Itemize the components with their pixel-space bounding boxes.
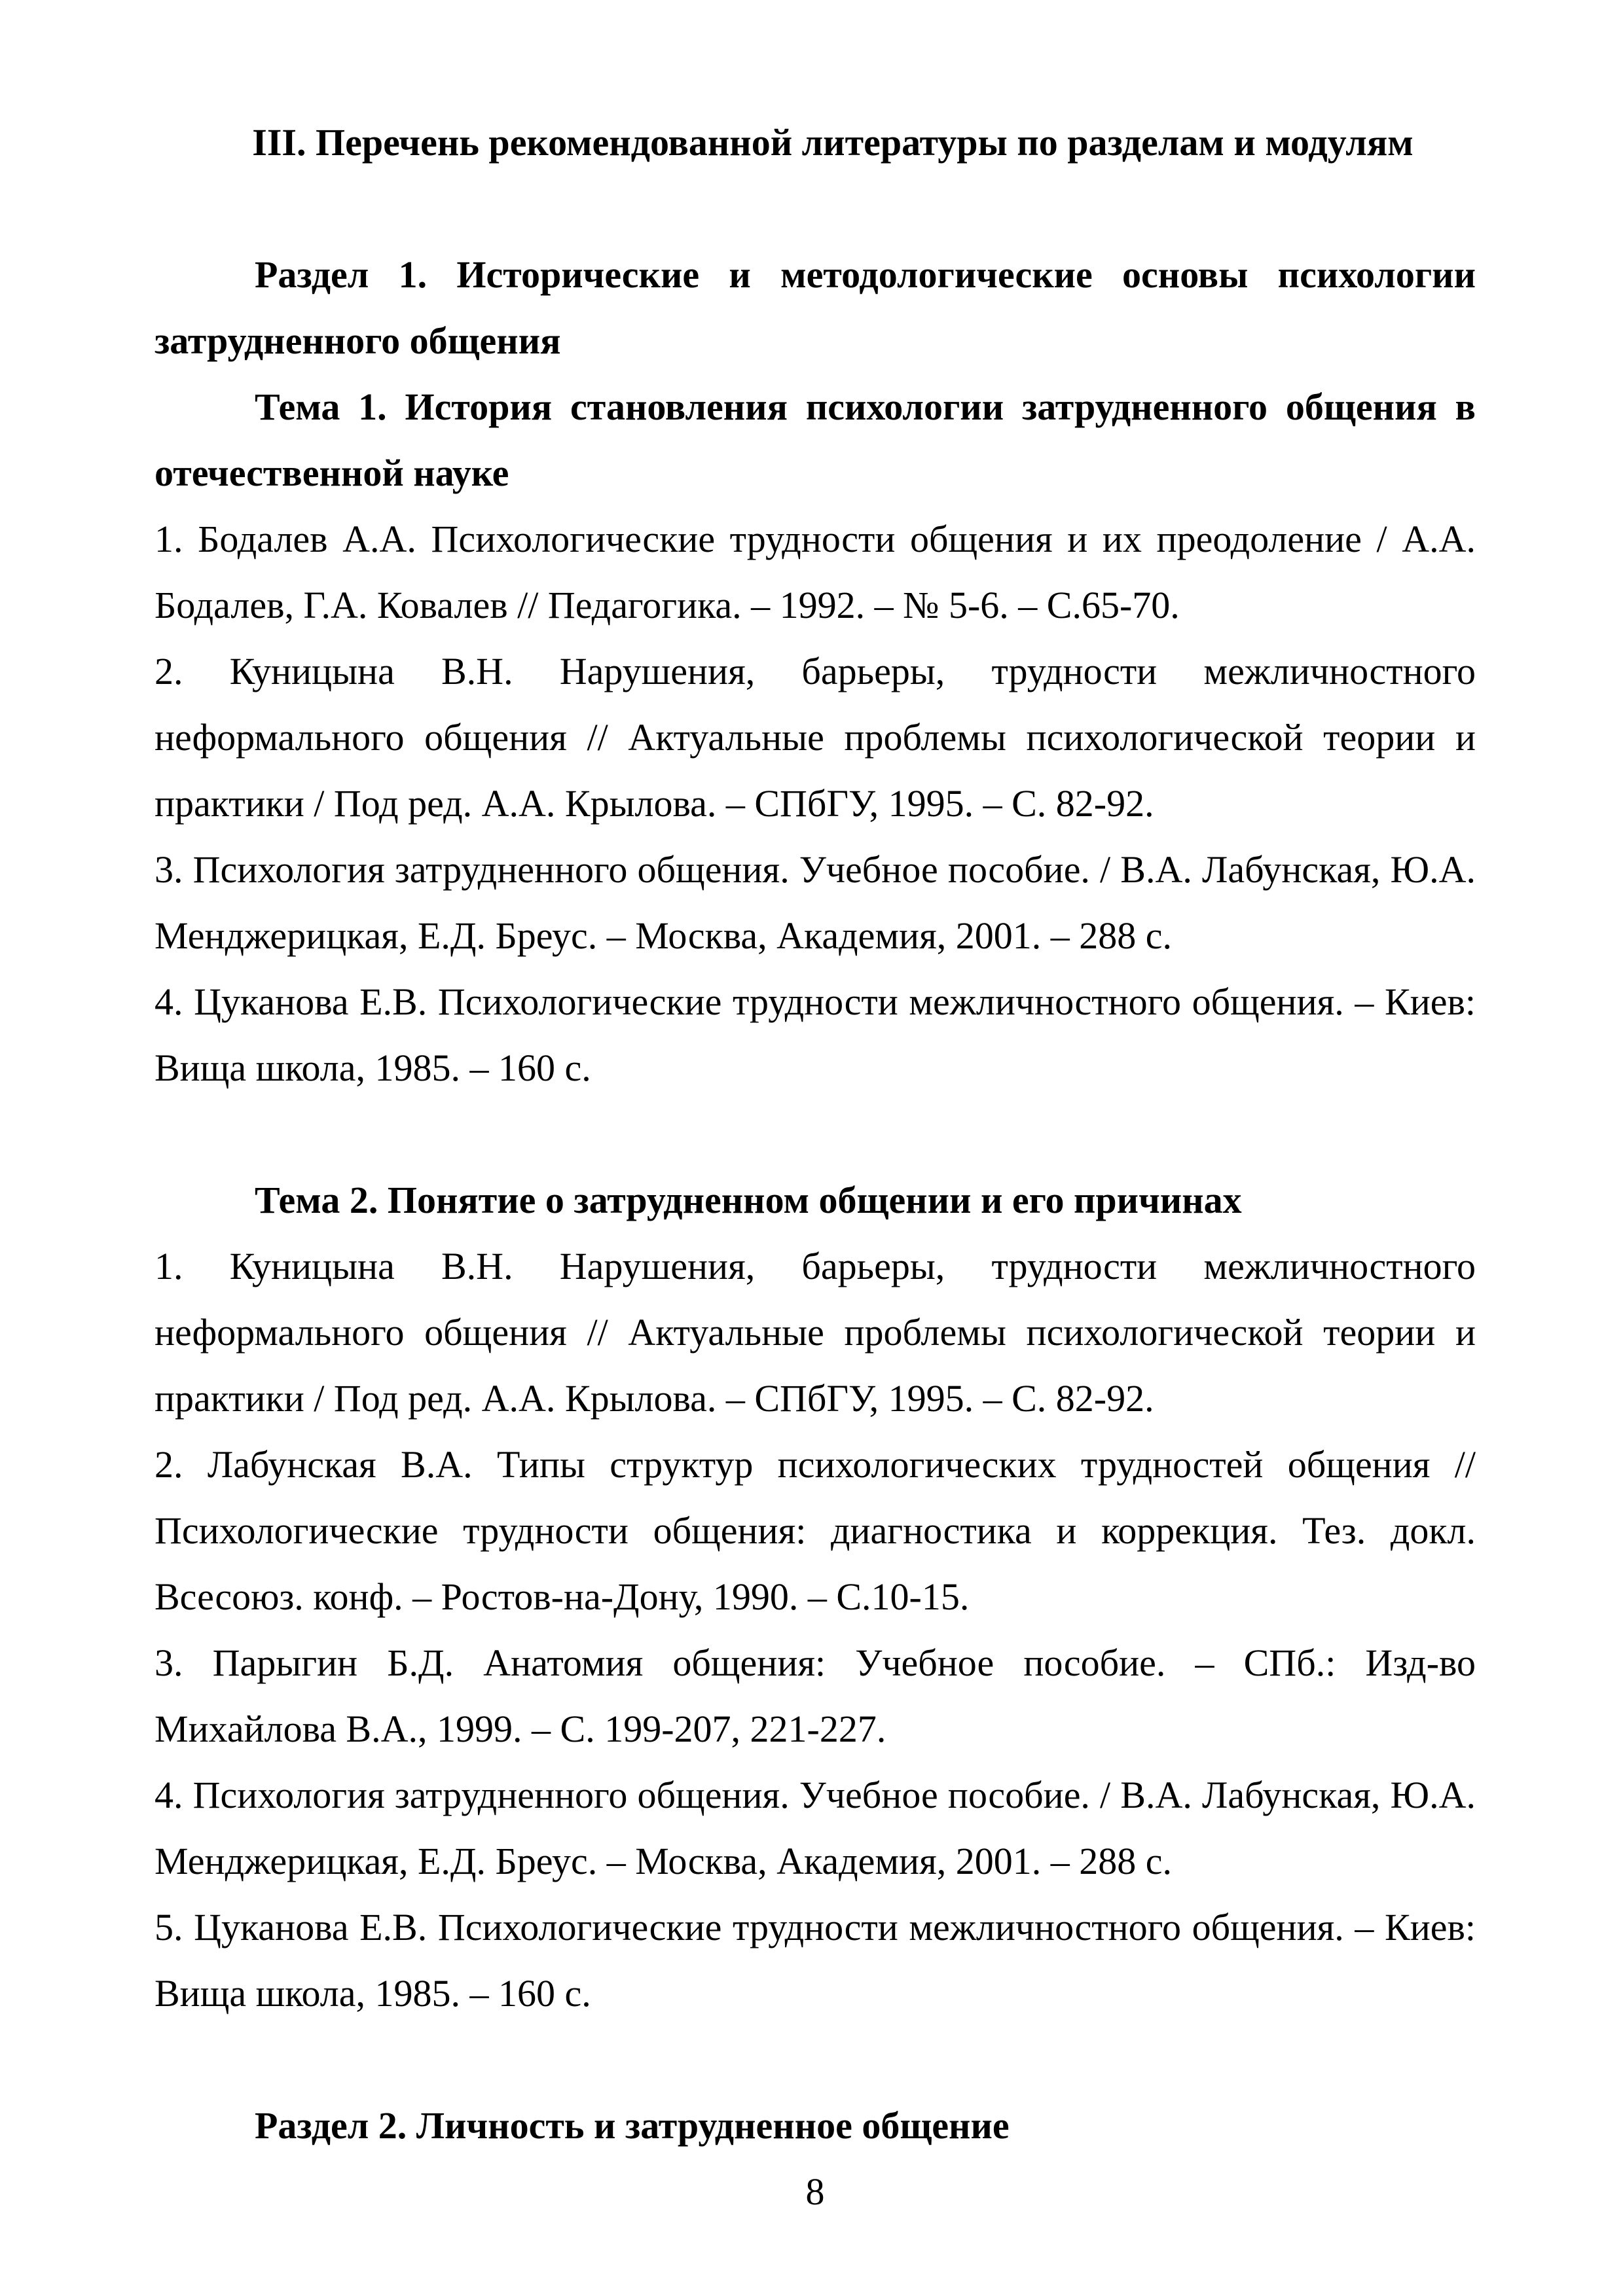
spacer bbox=[155, 2026, 1476, 2092]
page-number: 8 bbox=[805, 2170, 825, 2213]
reference-item: 3. Психология затрудненного общения. Учебное пособие. / В.А. Лабунская, Ю.А. Менджерицкая, Е.Д. Бреус. – Москва, Академия, 2001. – 288 с. bbox=[155, 848, 1476, 957]
spacer bbox=[155, 1101, 1476, 1167]
section-2-heading: Раздел 2. Личность и затрудненное общение bbox=[255, 2104, 1010, 2147]
reference-item: 3. Парыгин Б.Д. Анатомия общения: Учебное пособие. – СПб.: Изд-во Михайлова В.А., 1999. – С. 199-207, 221-227. bbox=[155, 1641, 1476, 1750]
reference-item: 2. Куницына В.Н. Нарушения, барьеры, трудности межличностного неформального общения // Актуальные проблемы психологической теории и практики / Под ред. А.А. Крылова. – СПбГУ, 1995. – С. 82-92. bbox=[155, 650, 1476, 825]
reference-item: 1. Бодалев А.А. Психологические трудности общения и их преодоление / А.А. Бодалев, Г.А. Ковалев // Педагогика. – 1992. – № 5-6. – С.65-70. bbox=[155, 518, 1476, 626]
page-title: III. Перечень рекомендованной литературы по разделам и модулям bbox=[252, 121, 1413, 164]
topic-2-heading: Тема 2. Понятие о затрудненном общении и его причинах bbox=[255, 1179, 1242, 1221]
topic-1-heading: Тема 1. История становления психологии затрудненного общения в отечественной науке bbox=[155, 386, 1476, 494]
reference-item: 4. Цуканова Е.В. Психологические трудности межличностного общения. – Киев: Вища школа, 1985. – 160 с. bbox=[155, 980, 1476, 1089]
reference-item: 1. Куницына В.Н. Нарушения, барьеры, трудности межличностного неформального общения // Актуальные проблемы психологической теории и практики / Под ред. А.А. Крылова. – СПбГУ, 1995. – С. 82-92. bbox=[155, 1245, 1476, 1420]
reference-item: 5. Цуканова Е.В. Психологические трудности межличностного общения. – Киев: Вища школа, 1985. – 160 с. bbox=[155, 1906, 1476, 2015]
reference-item: 2. Лабунская В.А. Типы структур психологических трудностей общения // Психологические трудности общения: диагностика и коррекция. Тез. докл. Всесоюз. конф. – Ростов-на-Дону, 1990. – С.10-15. bbox=[155, 1443, 1476, 1618]
document-page bbox=[155, 109, 1476, 2225]
spacer bbox=[155, 175, 1476, 242]
reference-item: 4. Психология затрудненного общения. Учебное пособие. / В.А. Лабунская, Ю.А. Менджерицкая, Е.Д. Бреус. – Москва, Академия, 2001. – 288 с. bbox=[155, 1774, 1476, 1882]
section-1-heading: Раздел 1. Исторические и методологические основы психологии затрудненного общения bbox=[155, 253, 1476, 362]
